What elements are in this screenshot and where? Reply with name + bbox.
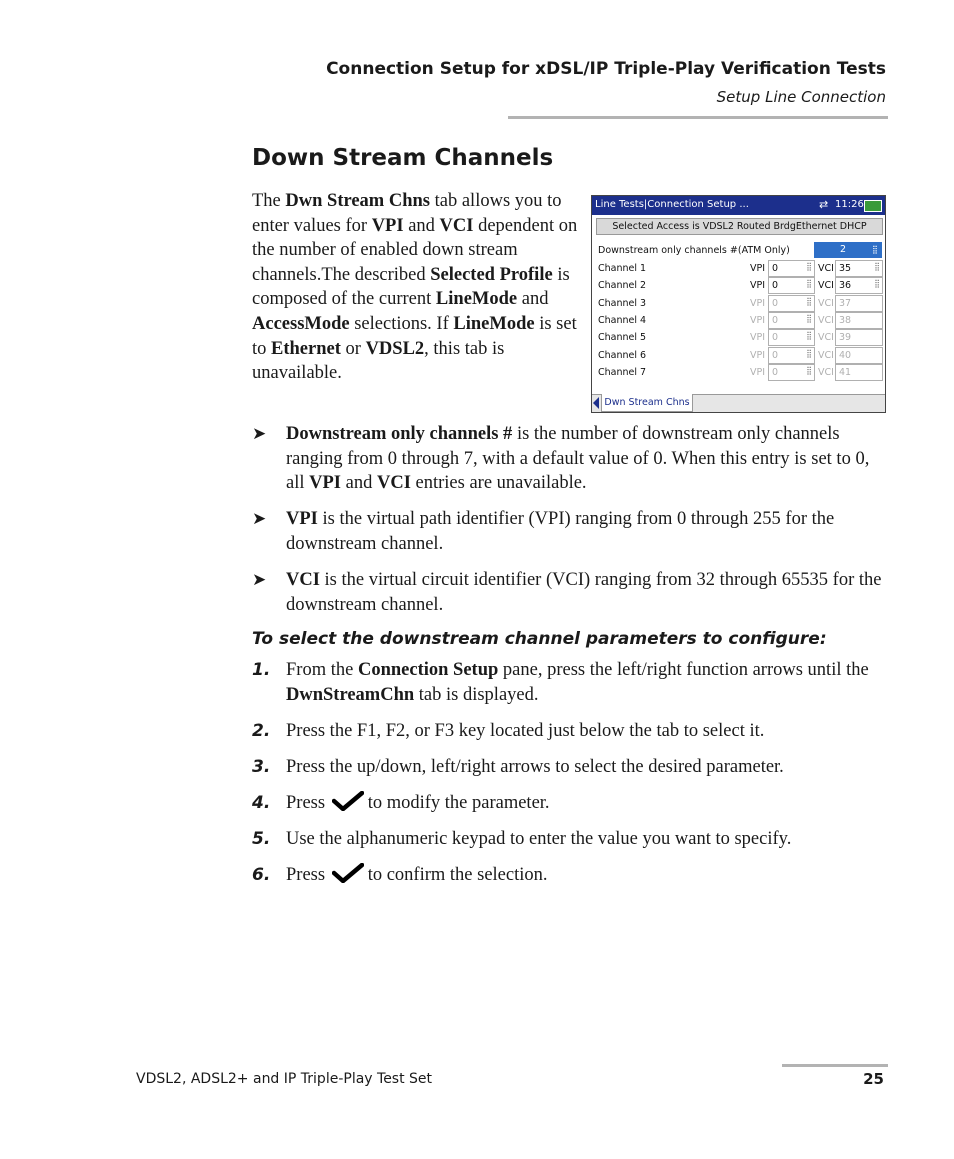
device-tab-bar xyxy=(592,394,885,413)
keypad-icon: ⣿ xyxy=(874,262,880,271)
channel-row xyxy=(592,347,885,364)
battery-icon xyxy=(864,200,882,212)
channel-name: Channel 7 xyxy=(598,366,647,378)
device-title-bar xyxy=(592,196,885,215)
channel-name: Channel 3 xyxy=(598,297,647,309)
channel-row xyxy=(592,312,885,329)
keypad-icon: ⣿ xyxy=(874,279,880,289)
vpi-value: 0 xyxy=(772,280,779,292)
keypad-icon: ⣿ xyxy=(806,331,812,341)
downstream-channels-input[interactable] xyxy=(814,242,882,258)
vpi-input[interactable] xyxy=(768,364,815,381)
checkmark-icon xyxy=(332,863,364,883)
vpi-input[interactable] xyxy=(768,329,815,346)
footer-rule xyxy=(782,1064,888,1067)
vpi-label: VPI xyxy=(750,349,766,361)
vci-label: VCI xyxy=(818,263,834,274)
vci-value: 41 xyxy=(839,366,852,378)
vci-value: 40 xyxy=(839,349,852,361)
vci-input[interactable] xyxy=(835,312,883,329)
device-clock: 11:26 xyxy=(835,199,864,210)
left-arrow-icon[interactable] xyxy=(593,397,599,409)
footer-product-name: VDSL2, ADSL2+ and IP Triple-Play Test Set xyxy=(136,1071,433,1087)
vci-label: VCI xyxy=(818,280,834,292)
vpi-value: 0 xyxy=(772,314,779,326)
vpi-value: 0 xyxy=(772,332,779,344)
vpi-input[interactable] xyxy=(768,312,815,329)
bullet-arrow-icon: ➤ xyxy=(252,509,267,529)
channel-row xyxy=(592,364,885,381)
tab-dwn-stream-chns[interactable]: Dwn Stream Chns xyxy=(601,394,693,412)
vci-input[interactable] xyxy=(835,260,883,277)
bullet-arrow-icon: ➤ xyxy=(252,424,267,444)
vci-value: 39 xyxy=(839,332,852,344)
channel-name: Channel 4 xyxy=(598,314,647,326)
vpi-value: 0 xyxy=(772,349,779,361)
vci-label: VCI xyxy=(818,332,834,344)
bullet-vci: ➤ VCI is the virtual circuit identifier (VCI) ranging from 32 through 65535 for the downstream channel. xyxy=(252,570,882,615)
step-2: 2. Press the F1, F2, or F3 key located just below the tab to select it. xyxy=(252,721,765,741)
channel-row xyxy=(592,329,885,346)
vci-input[interactable] xyxy=(835,277,883,294)
vci-input[interactable] xyxy=(835,347,883,364)
vci-input[interactable] xyxy=(835,295,883,312)
channel-row xyxy=(592,260,885,277)
vpi-value: 0 xyxy=(772,263,779,274)
downstream-channels-label: Downstream only channels #(ATM Only) xyxy=(598,245,790,256)
step-4: 4. Press to modify the parameter. xyxy=(252,793,550,813)
channel-name: Channel 6 xyxy=(598,349,647,361)
vpi-label: VPI xyxy=(750,297,766,309)
running-header-title: Connection Setup for xDSL/IP Triple-Play Verification Tests xyxy=(326,59,886,79)
vpi-label: VPI xyxy=(750,366,766,378)
vpi-input[interactable] xyxy=(768,260,815,277)
vci-value: 35 xyxy=(839,263,852,274)
bullet-arrow-icon: ➤ xyxy=(252,570,267,590)
keypad-icon: ⣿ xyxy=(806,262,812,271)
checkmark-icon xyxy=(332,791,364,811)
selected-access-field: Selected Access is VDSL2 Routed BrdgEthernet DHCP xyxy=(596,218,883,235)
vpi-label: VPI xyxy=(750,280,766,292)
channel-row xyxy=(592,277,885,294)
vpi-input[interactable] xyxy=(768,347,815,364)
device-title[interactable]: Line Tests|Connection Setup ... xyxy=(595,199,749,210)
step-5: 5. Use the alphanumeric keypad to enter the value you want to specify. xyxy=(252,829,792,849)
vci-input[interactable] xyxy=(835,329,883,346)
bullet-vpi: ➤ VPI is the virtual path identifier (VPI) ranging from 0 through 255 for the downstream channel. xyxy=(252,509,835,554)
keypad-icon: ⣿ xyxy=(806,313,812,323)
keypad-icon: ⣿ xyxy=(806,279,812,289)
step-3: 3. Press the up/down, left/right arrows to select the desired parameter. xyxy=(252,757,784,777)
intro-paragraph: The Dwn Stream Chns tab allows you to enter values for VPI and VCI dependent on the number of enabled down stream channels.The described Selected Profile is composed of the current LineMode and AccessMode selections. If LineMode is set to Ethernet or VDSL2, this tab is unavailable. xyxy=(252,191,578,384)
vpi-value: 0 xyxy=(772,297,779,309)
vpi-input[interactable] xyxy=(768,277,815,294)
channel-name: Channel 1 xyxy=(598,263,647,274)
vci-label: VCI xyxy=(818,366,834,378)
vci-input[interactable] xyxy=(835,364,883,381)
channel-name: Channel 2 xyxy=(598,280,647,292)
vci-value: 38 xyxy=(839,314,852,326)
channel-row xyxy=(592,295,885,312)
bullet-downstream-channels: ➤ Downstream only channels # is the number of downstream only channels ranging from 0 through 7, with a default value of 0. When this entry is set to 0, all VPI and VCI entries are unavailable. xyxy=(252,424,870,494)
keypad-icon: ⣿ xyxy=(806,365,812,375)
procedure-heading: To select the downstream channel parameters to configure: xyxy=(252,629,827,649)
vci-label: VCI xyxy=(818,314,834,326)
channel-name: Channel 5 xyxy=(598,332,647,344)
running-header-subtitle: Setup Line Connection xyxy=(716,88,886,106)
keypad-icon: ⣿ xyxy=(806,296,812,306)
vci-label: VCI xyxy=(818,297,834,309)
vci-value: 37 xyxy=(839,297,852,309)
vci-label: VCI xyxy=(818,349,834,361)
vpi-value: 0 xyxy=(772,366,779,378)
keypad-icon: ⣿ xyxy=(806,348,812,358)
vpi-label: VPI xyxy=(750,314,766,326)
page-number: 25 xyxy=(863,1070,884,1088)
section-title: Down Stream Channels xyxy=(252,145,554,171)
vci-value: 36 xyxy=(839,280,852,292)
sync-icon: ⇄ xyxy=(819,198,829,211)
vpi-label: VPI xyxy=(750,332,766,344)
vpi-input[interactable] xyxy=(768,295,815,312)
vpi-label: VPI xyxy=(750,263,766,274)
step-6: 6. Press to confirm the selection. xyxy=(252,865,548,885)
step-1: 1. From the Connection Setup pane, press the left/right function arrows until the DwnStreamChn tab is displayed. xyxy=(252,660,869,705)
keypad-icon: ⣿ xyxy=(872,245,878,254)
device-screenshot xyxy=(591,195,886,413)
header-rule xyxy=(508,116,888,119)
downstream-channels-value: 2 xyxy=(840,244,847,255)
